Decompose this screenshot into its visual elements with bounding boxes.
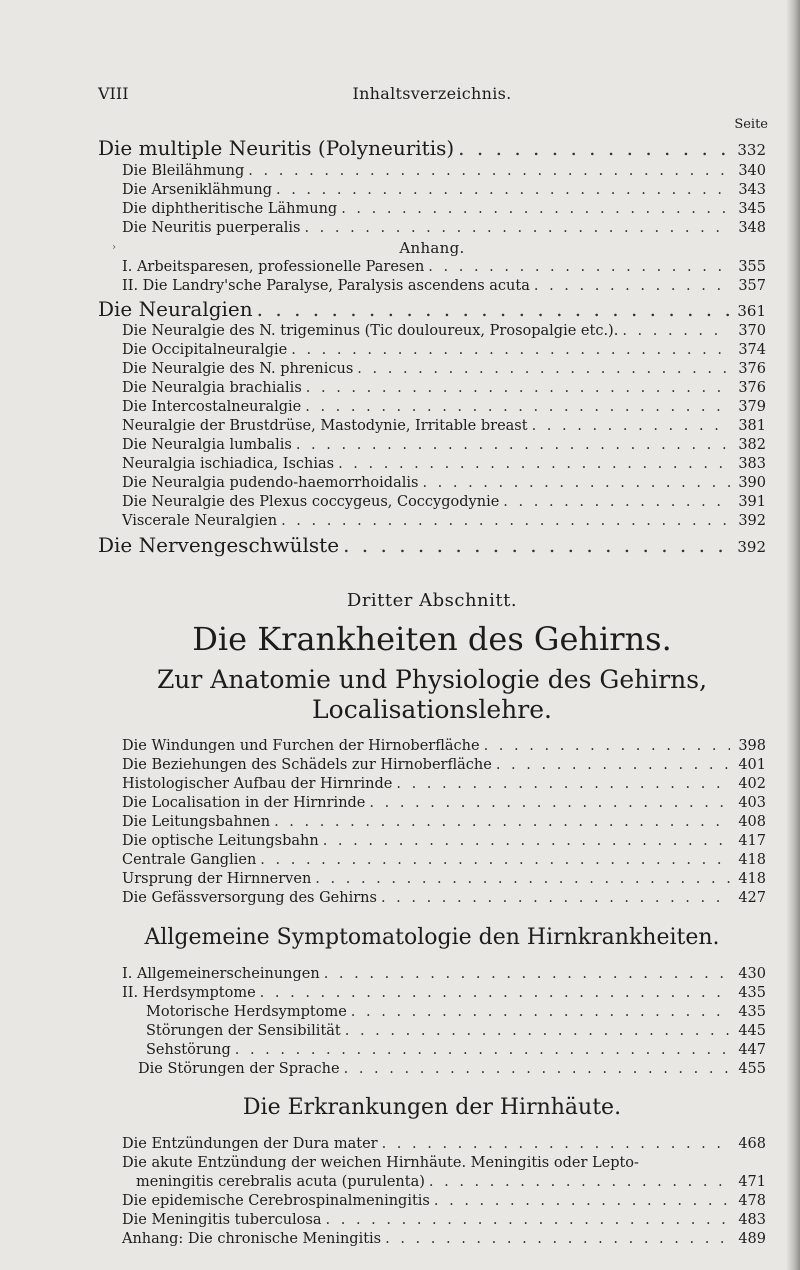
dot-leader [534,278,730,294]
toc-entry-page: 418 [738,852,766,868]
toc-entry[interactable] [98,278,766,294]
toc-entry-page: 383 [738,456,766,472]
toc-entry-title: Die Intercostalneuralgie [122,399,302,415]
dot-leader [291,342,730,358]
dot-leader [532,418,730,434]
toc-entry-page: 398 [738,738,766,754]
toc-entry[interactable] [98,814,766,830]
toc-entry[interactable] [98,380,766,396]
dot-leader [305,399,730,415]
toc-heading-neuralgien[interactable] [98,297,766,321]
toc-entry[interactable] [98,966,766,982]
toc-heading-polyneuritis[interactable] [98,136,766,160]
toc-entry-title: I. Arbeitsparesen, professionelle Paresen [122,259,425,275]
toc-entry-page: 374 [738,342,766,358]
toc-entry-title: Die Arseniklähmung [122,182,272,198]
toc-entry-page: 357 [738,278,766,294]
toc-entry-page: 478 [738,1193,766,1209]
toc-entry[interactable] [98,1231,766,1247]
toc-entry-page: 343 [738,182,766,198]
toc-heading-nervengeschwuelste[interactable] [98,533,766,557]
toc-entry-page: 403 [738,795,766,811]
toc-entry-page: 417 [738,833,766,849]
seite-label: Seite [734,117,768,132]
toc-entry-title: II. Die Landry'sche Paralyse, Paralysis ascendens acuta [122,278,530,294]
toc-entry[interactable] [98,437,766,453]
toc-entry-title: Die Neuralgia brachialis [122,380,302,396]
section-title-localisation: Localisationslehre. [312,695,552,724]
toc-entry[interactable] [98,1061,766,1077]
toc-entry[interactable] [98,418,766,434]
toc-entry-title: Ursprung der Hirnnerven [122,871,312,887]
toc-entry-page: 382 [738,437,766,453]
dot-leader [235,1042,730,1058]
dot-leader [357,361,730,377]
dot-leader [422,475,730,491]
toc-entry[interactable] [98,456,766,472]
toc-entry-title: Die Neuralgia lumbalis [122,437,292,453]
toc-entry-title: Die Nervengeschwülste [98,533,340,557]
toc-entry-title: Motorische Herdsymptome [146,1004,347,1020]
toc-entry[interactable] [98,259,766,275]
toc-entry[interactable] [98,852,766,868]
dot-leader [304,220,730,236]
running-head [98,84,766,108]
dot-leader [323,833,730,849]
toc-entry-page: 390 [738,475,766,491]
toc-entry-title: Die optische Leitungsbahn [122,833,319,849]
toc-entry-page: 376 [738,380,766,396]
toc-entry-page: 345 [738,201,766,217]
toc-entry-page: 361 [737,302,766,320]
toc-entry[interactable] [98,1136,766,1152]
dot-leader [434,1193,730,1209]
dot-leader [381,890,730,906]
toc-entry-title: meningitis cerebralis acuta (purulenta) [136,1174,425,1190]
dot-leader [257,297,730,321]
toc-entry-title: Centrale Ganglien [122,852,257,868]
toc-entry-page: 332 [737,141,766,159]
dot-leader [326,1212,730,1228]
toc-entry-page: 430 [738,966,766,982]
dot-leader [343,533,730,557]
toc-entry-title: Die Occipitalneuralgie [122,342,288,358]
toc-entry-page: 376 [738,361,766,377]
page-number: VIII [98,84,129,103]
toc-entry-title: Histologischer Aufbau der Hirnrinde [122,776,393,792]
toc-entry-title: Die Beziehungen des Schädels zur Hirnoberfläche [122,757,492,773]
toc-entry-line1[interactable]: Die akute Entzündung der weichen Hirnhäute. Meningitis oder Lepto- [122,1155,639,1171]
toc-entry[interactable] [98,475,766,491]
toc-entry-page: 381 [738,418,766,434]
dot-leader [315,871,730,887]
dot-leader [503,494,730,510]
dot-leader [345,1023,730,1039]
toc-entry[interactable] [98,220,766,236]
toc-entry-title: Die diphtheritische Lähmung [122,201,338,217]
toc-entry-page: 435 [738,1004,766,1020]
toc-entry-title: Sehstörung [146,1042,231,1058]
dot-leader [341,201,730,217]
toc-entry-title: Die Gefässversorgung des Gehirns [122,890,377,906]
toc-entry-title: Die Störungen der Sprache [138,1061,340,1077]
toc-entry-page: 392 [738,513,766,529]
dot-leader [248,163,730,179]
dot-leader [260,985,730,1001]
toc-entry-page: 348 [738,220,766,236]
stray-mark: › [112,242,116,253]
toc-entry[interactable] [98,163,766,179]
toc-entry-title: Die Meningitis tuberculosa [122,1212,322,1228]
toc-entry[interactable] [98,795,766,811]
toc-entry-page: 379 [738,399,766,415]
toc-entry-title: Die Entzündungen der Dura mater [122,1136,378,1152]
toc-entry[interactable] [98,361,766,377]
toc-entry-title: Die Leitungsbahnen [122,814,271,830]
toc-entry-title: Die Neuralgie des N. trigeminus (Tic douloureux, Prosopalgie etc.). [122,323,619,339]
toc-entry-page: 418 [738,871,766,887]
toc-entry[interactable] [98,513,766,529]
toc-entry-title: Die Neuralgien [98,297,253,321]
toc-entry-title: Die epidemische Cerebrospinalmeningitis [122,1193,430,1209]
toc-entry-title: Anhang: Die chronische Meningitis [122,1231,382,1247]
toc-entry[interactable] [98,833,766,849]
dot-leader [351,1004,730,1020]
toc-entry[interactable] [98,776,766,792]
toc-entry-title: I. Allgemeinerscheinungen [122,966,320,982]
dot-leader [260,852,730,868]
toc-entry-page: 447 [738,1042,766,1058]
toc-entry-title: Die Windungen und Furchen der Hirnoberfläche [122,738,480,754]
toc-entry[interactable] [98,494,766,510]
dot-leader [382,1136,730,1152]
toc-entry-page: 392 [737,538,766,556]
toc-entry-title: Die Bleilähmung [122,163,245,179]
dot-leader [496,757,730,773]
dot-leader [369,795,730,811]
running-title: Inhaltsverzeichnis. [352,84,512,103]
toc-entry-title: Die Neuralgie des N. phrenicus [122,361,354,377]
toc-entry-page: 455 [738,1061,766,1077]
anhang-label: Anhang. [399,239,465,257]
dot-leader [281,513,730,529]
toc-entry-page: 483 [738,1212,766,1228]
toc-entry-page: 401 [738,757,766,773]
toc-entry-page: 489 [738,1231,766,1247]
toc-entry-title: Die Neuritis puerperalis [122,220,301,236]
toc-entry[interactable] [98,342,766,358]
toc-entry-page: 435 [738,985,766,1001]
part-label: Dritter Abschnitt. [346,590,518,611]
book-page-edge [786,0,800,1270]
dot-leader [385,1231,730,1247]
toc-entry-title: II. Herdsymptome [122,985,256,1001]
toc-entry-title: Die Localisation in der Hirnrinde [122,795,366,811]
toc-entry-title: Neuralgie der Brustdrüse, Mastodynie, Irritable breast [122,418,528,434]
toc-entry-title: Die multiple Neuritis (Polyneuritis) [98,136,455,160]
toc-entry-page: 427 [738,890,766,906]
section-title-symptomatologie: Allgemeine Symptomatologie den Hirnkrankheiten. [144,925,720,950]
toc-entry-page: 408 [738,814,766,830]
toc-entry[interactable] [98,201,766,217]
dot-leader [428,259,730,275]
toc-entry[interactable] [98,182,766,198]
dot-leader [429,1174,730,1190]
toc-entry[interactable] [98,399,766,415]
dot-leader [338,456,730,472]
toc-entry[interactable] [98,738,766,754]
toc-entry[interactable] [98,1212,766,1228]
section-title-anatomie: Zur Anatomie und Physiologie des Gehirns, [156,665,708,694]
toc-entry-title: Viscerale Neuralgien [122,513,278,529]
toc-entry[interactable] [98,1004,766,1020]
toc-entry[interactable] [98,871,766,887]
toc-entry[interactable] [98,1174,766,1190]
dot-leader [276,182,730,198]
toc-entry-page: 402 [738,776,766,792]
toc-entry-page: 445 [738,1023,766,1039]
dot-leader [458,136,730,160]
dot-leader [324,966,730,982]
toc-entry-page: 340 [738,163,766,179]
dot-leader [296,437,730,453]
dot-leader [306,380,730,396]
toc-entry[interactable] [98,1042,766,1058]
dot-leader [622,323,730,339]
section-title-hirnhaeute: Die Erkrankungen der Hirnhäute. [242,1095,622,1120]
toc-entry-page: 355 [738,259,766,275]
dot-leader [484,738,730,754]
toc-entry[interactable] [98,757,766,773]
toc-entry-page: 370 [738,323,766,339]
dot-leader [396,776,730,792]
toc-entry[interactable] [98,985,766,1001]
dot-leader [274,814,730,830]
dot-leader [344,1061,730,1077]
toc-entry-title: Störungen der Sensibilität [146,1023,341,1039]
toc-entry-title: Neuralgia ischiadica, Ischias [122,456,335,472]
toc-entry-page: 471 [738,1174,766,1190]
toc-entry[interactable] [98,323,766,339]
toc-entry-page: 391 [738,494,766,510]
toc-entry[interactable] [98,890,766,906]
toc-entry[interactable] [98,1193,766,1209]
toc-entry-title: Die Neuralgie des Plexus coccygeus, Coccygodynie [122,494,500,510]
toc-entry[interactable] [98,1023,766,1039]
part-title: Die Krankheiten des Gehirns. [192,620,672,658]
toc-entry-page: 468 [738,1136,766,1152]
toc-entry-title: Die Neuralgia pudendo-haemorrhoidalis [122,475,419,491]
